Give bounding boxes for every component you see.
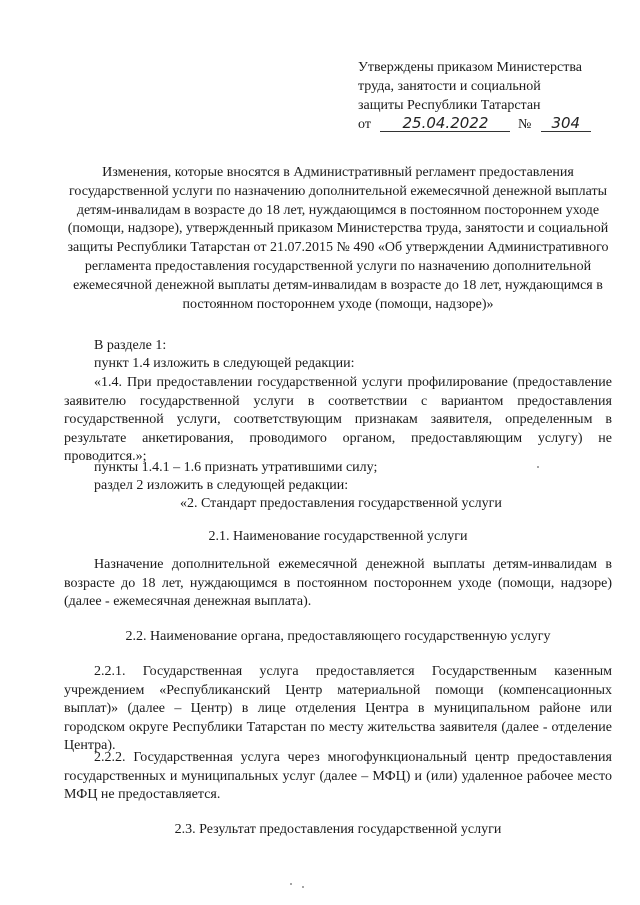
- heading-2-1: 2.1. Наименование государственной услуги: [208, 529, 468, 544]
- paragraph-point-1-4: «1.4. При предоставлении государственной услуги профилирование (предоставление заявителю государственной услуги в соответствии с вариантом предоставления государственной услуги, соответствующим признакам заявителя, определенным в результате анкетирования, проводимого органом, предоставляющим услугу) не проводится.»;: [64, 375, 612, 464]
- scan-speck: [290, 883, 292, 885]
- section-2-heading: «2. Стандарт предоставления государственной услуги: [180, 496, 502, 511]
- paragraph-points-invalid: пункты 1.4.1 – 1.6 признать утратившими силу;: [94, 460, 378, 475]
- number-label: №: [517, 117, 532, 132]
- paragraph-2-2-1: 2.2.1. Государственная услуга предоставляется Государственным казенным учреждением «Республиканский Центр материальной помощи (компенсационных выплат)» (далее – Центр) в лице отделения Центра в муниципальном районе или городском округе Республики Татарстан по месту жительства заявителя (далее - отделение Центра).: [64, 664, 612, 753]
- scan-speck: [302, 886, 304, 888]
- heading-2-3: 2.3. Результат предоставления государственной услуги: [174, 822, 502, 837]
- handwritten-number: 304: [541, 116, 591, 132]
- approval-line-2: труда, занятости и социальной: [358, 79, 541, 94]
- approval-date-line: [358, 115, 618, 134]
- paragraph-point-1-4-intro: пункт 1.4 изложить в следующей редакции:: [94, 356, 355, 371]
- approval-line-1: Утверждены приказом Министерства: [358, 60, 582, 75]
- from-label: от: [358, 117, 371, 132]
- paragraph-section-1: В разделе 1:: [94, 338, 167, 353]
- approval-block: [358, 58, 618, 134]
- paragraph-2-1: Назначение дополнительной ежемесячной денежной выплаты детям-инвалидам в возрасте до 18 лет, нуждающимся в постоянном постороннем уходе (помощи, надзоре) (далее - ежемесячная денежная выплата).: [64, 557, 612, 609]
- paragraph-section-2-intro: раздел 2 изложить в следующей редакции:: [94, 478, 349, 493]
- heading-2-2: 2.2. Наименование органа, предоставляющего государственную услугу: [125, 629, 551, 644]
- approval-line-3: защиты Республики Татарстан: [358, 98, 541, 113]
- paragraph-2-2-2: 2.2.2. Государственная услуга через многофункциональный центр предоставления государственных и муниципальных услуг (далее – МФЦ) и (или) удаленное рабочее место МФЦ не предоставляется.: [64, 750, 612, 802]
- handwritten-date: 25.04.2022: [380, 116, 510, 132]
- document-title: Изменения, которые вносятся в Административный регламент предоставления государственной услуги по назначению дополнительной ежемесячной денежной выплаты детям-инвалидам в возрасте до 18 лет, нуждающимся в постоянном постороннем уходе (помощи, надзоре), утвержденный приказом Министерства труда, занятости и социальной защиты Республики Татарстан от 21.07.2015 № 490 «Об утверждении Административного регламента предоставления государственной услуги по назначению дополнительной ежемесячной денежной выплаты детям-инвалидам в возрасте до 18 лет, нуждающимся в постоянном постороннем уходе (помощи, надзоре)»: [67, 165, 609, 312]
- scan-speck: [537, 466, 539, 468]
